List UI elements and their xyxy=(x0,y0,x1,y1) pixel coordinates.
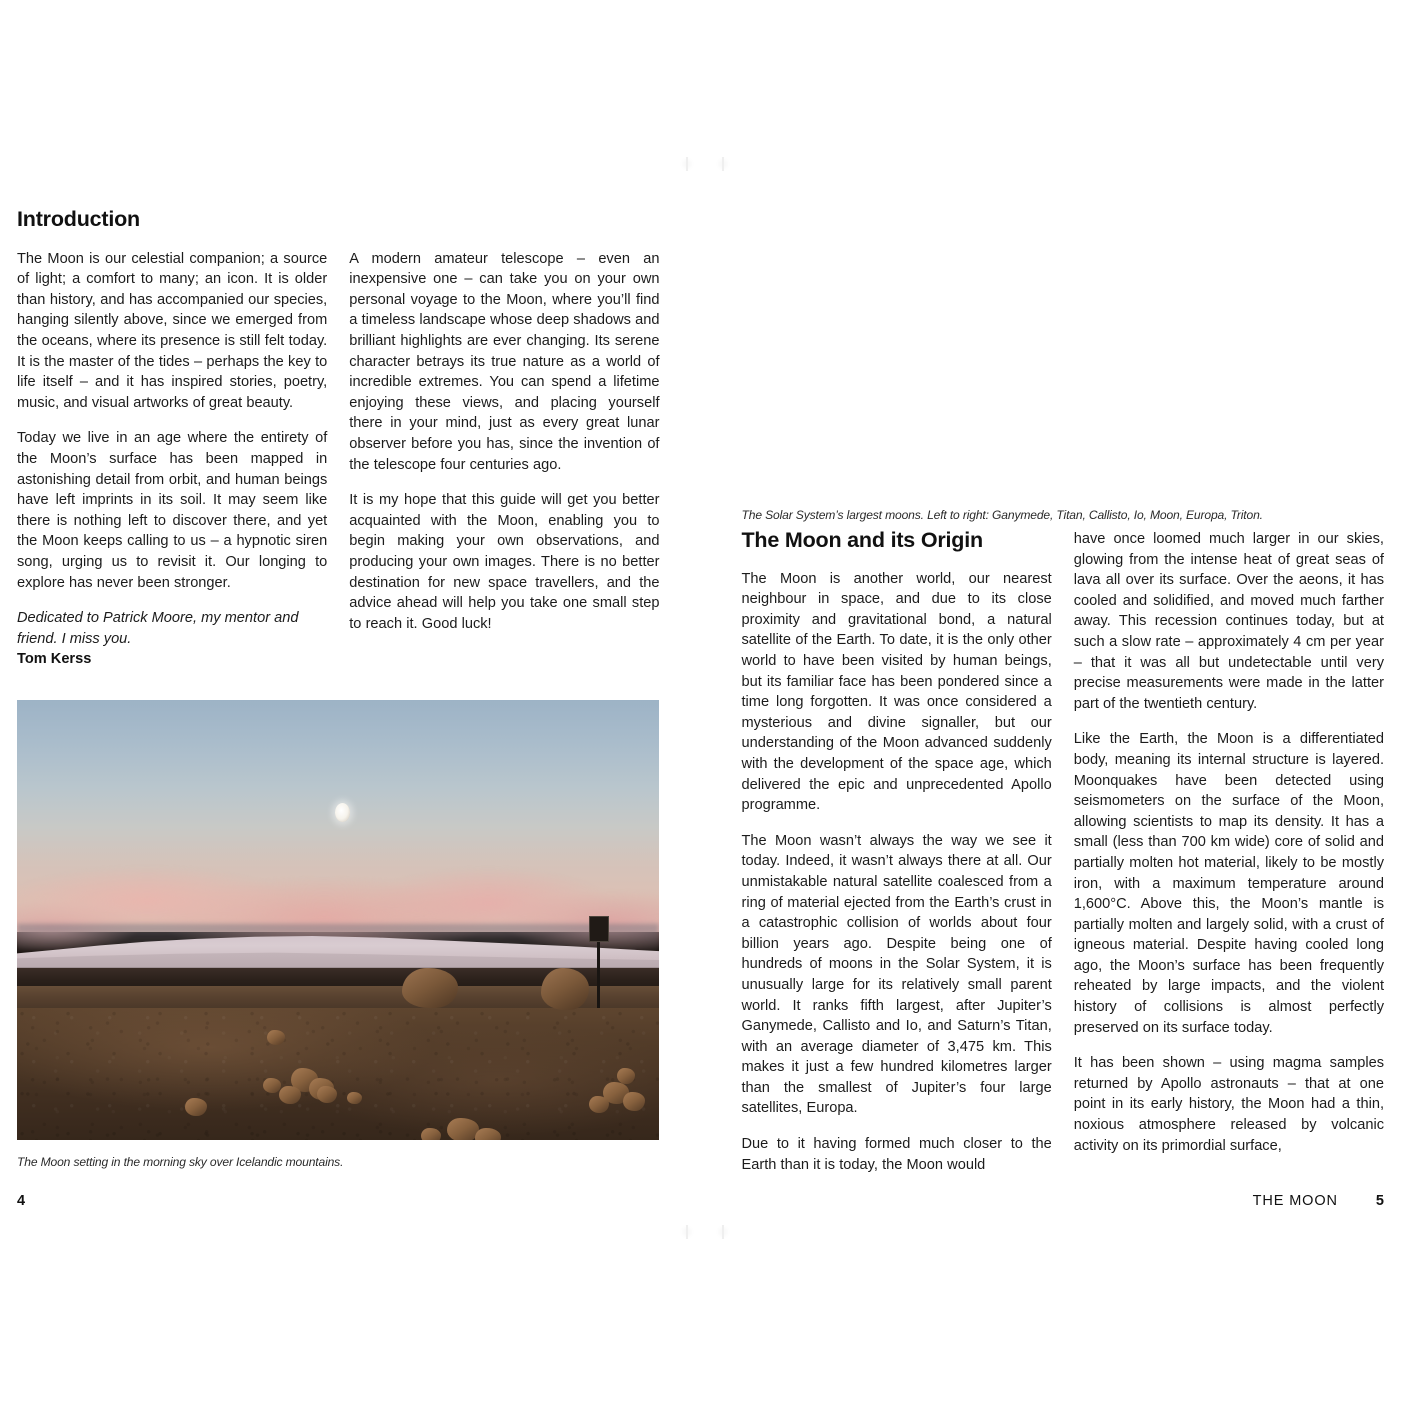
paragraph: Today we live in an age where the entirety of the Moon’s surface has been mapped in astonishing detail from orbit, and human beings have left imprints in its soil. It may seem like there is nothing left to discover there, and yet the Moon keeps calling to us – a hypnotic siren song, urging us to revisit it. Our longing to explore has never been stronger. xyxy=(17,430,328,591)
rock xyxy=(617,1068,635,1084)
page-title: The Moon and its Origin xyxy=(741,528,983,552)
paragraph: It has been shown – using magma samples returned by Apollo astronauts – that at one point in its early history, the Moon had a thin, noxious atmosphere released by volcanic activity on its primordial surface, xyxy=(1073,1055,1384,1154)
page-right xyxy=(701,0,1401,1401)
page-right-content xyxy=(742,529,1385,1175)
column-two xyxy=(349,249,659,670)
paragraph: have once loomed much larger in our skies, glowing from the intense heat of great seas of lava all over its surface. Over the aeons, it has cooled and solidified, and moved much farther away. This recession continues today, but at such a slow rate – approximately 4 cm per year – that it was all but undetectable until very precise measurements were made in the latter part of the twentieth century. xyxy=(1073,531,1384,712)
dedication-line: Dedicated to Patrick Moore, my mentor and friend. I miss you. xyxy=(17,610,299,647)
rock xyxy=(267,1030,285,1045)
rock xyxy=(279,1086,301,1104)
page-left-content xyxy=(17,208,660,670)
rock xyxy=(317,1086,337,1103)
gravel-texture xyxy=(17,1008,659,1140)
boulder xyxy=(402,968,458,1008)
paragraph: Due to it having formed much closer to the Earth than it is today, the Moon would xyxy=(741,1136,1052,1173)
column-one xyxy=(17,249,327,670)
rock xyxy=(623,1092,645,1111)
paragraph: The Moon is our celestial companion; a source of light; a comfort to many; an icon. It is older than history, and has accompanied our species, hanging silently above, since we emerged from the oceans, where its presence is still felt today. It is the master of the tides – perhaps the key to life itself – and it has inspired stories, poetry, music, and visual artworks of great beauty. xyxy=(17,250,328,411)
column-one xyxy=(742,529,1052,1175)
rock xyxy=(347,1092,362,1104)
page-right-columns xyxy=(742,529,1385,1175)
page-left-columns xyxy=(17,249,660,670)
paragraph: It is my hope that this guide will get you better acquainted with the Moon, enabling you to begin making your own observations, and producing your own images. There is no better destination for new space travellers, and the advice ahead will help you take one small step to reach it. Good luck! xyxy=(349,492,660,632)
signpost-plate xyxy=(589,916,609,942)
paragraph: Like the Earth, the Moon is a differentiated body, meaning its internal structure is layered. Moonquakes have been detected using seismometers on the surface of the Moon, allowing scientists to map its density. It has a small (less than 700 km wide) core of solid and partially molten hot material, likely to be mostly iron, with a maximum temperature around 1,600°C. Above this, the Moon’s mantle is partially molten and largely solid, with a crust of igneous material. Despite having cooled long ago, the Moon’s surface has been frequently reheated by large impacts, and the violent history of collisions is almost perfectly preserved on its surface today. xyxy=(1073,731,1384,1036)
page-footer-right xyxy=(1253,1193,1384,1209)
paragraph: The Moon wasn’t always the way we see it today. Indeed, it wasn’t always there at all. Our unmistakable natural satellite coalesced from a ring of material ejected from the Earth’s crust in a catastrophic collision of worlds about four billion years ago. Despite being one of hundreds of moons in the Solar System, it is unusually large for its relatively small parent world. It ranks fifth largest, after Jupiter’s Ganymede, Callisto and Io, and Saturn’s Titan, with an average diameter of 3,475 km. This makes it just a few hundred kilometres larger than the smallest of Jupiter’s four large satellites, Europa. xyxy=(741,832,1052,1117)
running-head: THE MOON xyxy=(1252,1193,1338,1209)
photo-caption: The Moon setting in the morning sky over Icelandic mountains. xyxy=(17,1155,344,1169)
boulder xyxy=(541,968,589,1010)
page-number-right: 5 xyxy=(1375,1193,1384,1209)
volcanic-ground xyxy=(17,1008,659,1140)
author-signature: Tom Kerss xyxy=(17,651,92,668)
rock xyxy=(421,1128,441,1140)
paragraph: A modern amateur telescope – even an inexpensive one – can take you on your own personal voyage to the Moon, where you’ll find a timeless landscape whose deep shadows and brilliant highlights are ever changing. Its serene character betrays its true nature as a world of incredible extremes. You can spend a lifetime enjoying these views, and placing yourself there in your mind, just as every great lunar observer before you has, since the invention of the telescope four centuries ago. xyxy=(349,250,660,473)
moonset-over-iceland-photo xyxy=(17,700,659,1140)
page-number-left: 4 xyxy=(17,1193,26,1209)
rock xyxy=(263,1078,281,1093)
photo-caption: The Solar System’s largest moons. Left to right: Ganymede, Titan, Callisto, Io, Moon, Europa, Triton. xyxy=(741,508,1263,522)
column-two xyxy=(1074,529,1384,1175)
rock xyxy=(589,1096,609,1113)
page-title: Introduction xyxy=(17,207,140,231)
moon-in-sky-icon xyxy=(335,803,350,822)
paragraph: The Moon is another world, our nearest neighbour in space, and due to its close proximity and gravitational bond, a natural satellite of the Earth. To date, it is the only other world to have been visited by human beings, but its familiar face has been pondered since a time long forgotten. It was once considered a mysterious and divine signaller, but our understanding of the Moon advanced suddenly with the development of the space age, which delivered the epic and unprecedented Apollo programme. xyxy=(741,570,1052,814)
rock xyxy=(185,1098,207,1116)
